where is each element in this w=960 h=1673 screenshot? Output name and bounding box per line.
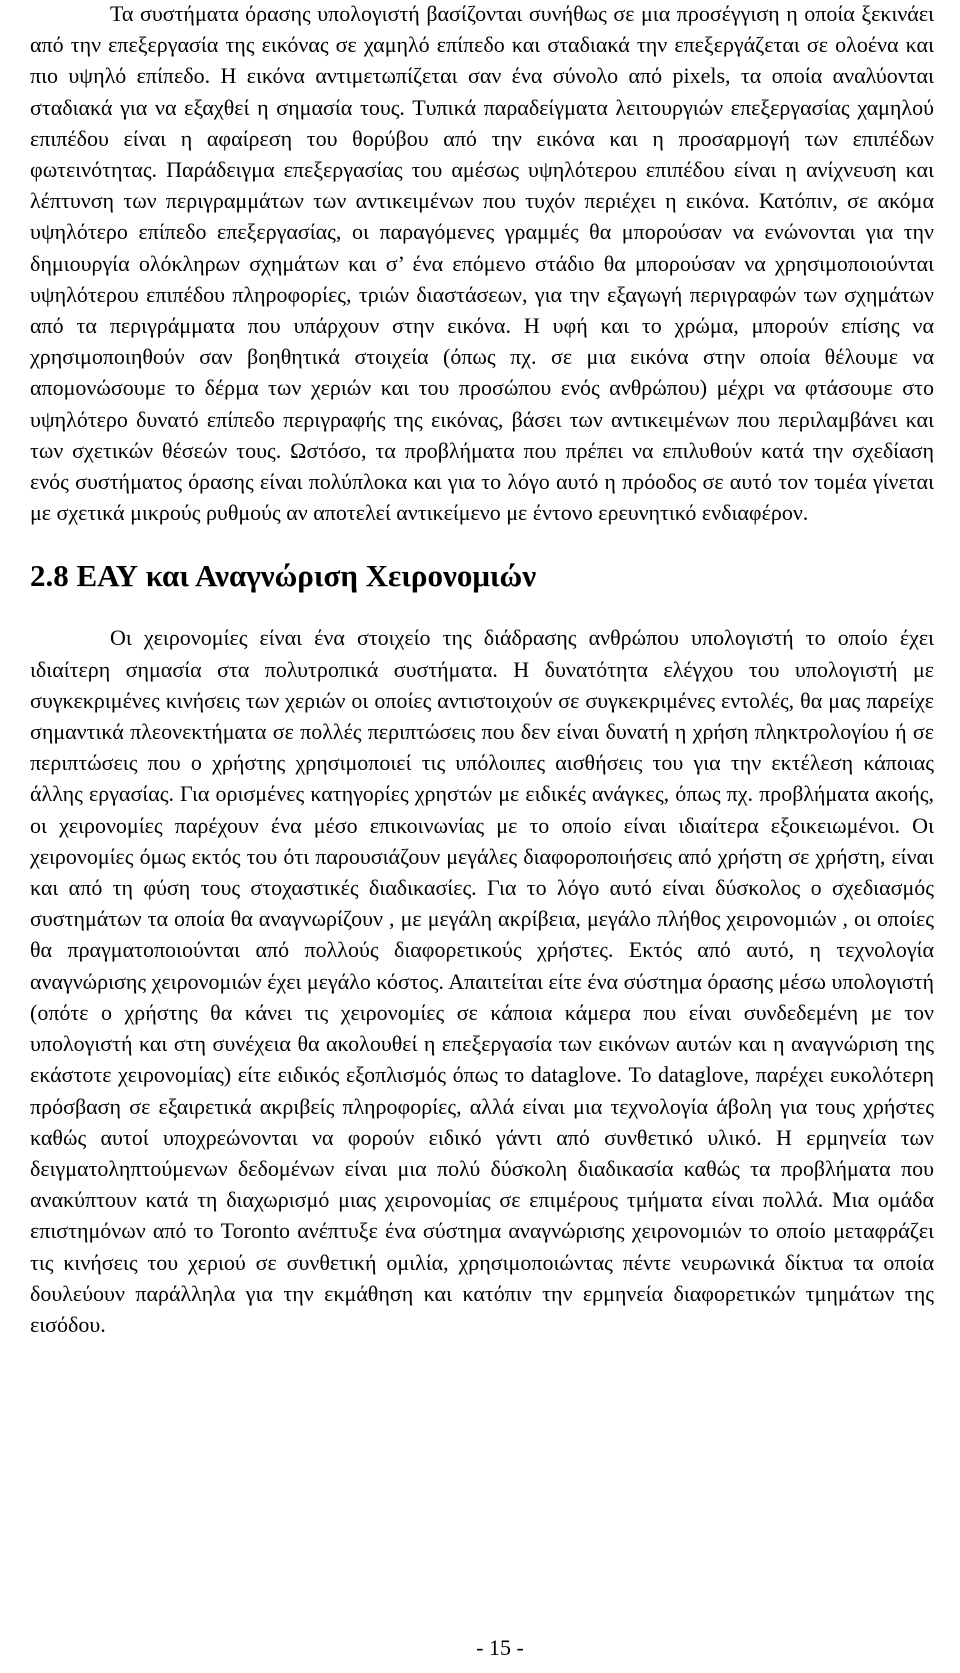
section-heading: 2.8 ΕΑΥ και Αναγνώριση Χειρονομιών [30,558,537,594]
page-number: - 15 - [476,1635,524,1660]
body-paragraph-vision-systems: Τα συστήματα όρασης υπολογιστή βασίζονται συνήθως σε μια προσέγγιση η οποία ξεκινάει από την επεξεργασία της εικόνας σε χαμηλό επίπεδο και σταδιακά την επεξεργάζεται σε ολοένα και πιο υψηλό επίπεδο. Η εικόνα αντιμετωπίζεται σαν ένα σύνολο από pixels, τα οποία αναλύονται σταδιακά για να εξαχθεί η σημασία τους. Τυπικά παραδείγματα λειτουργιών επεξεργασίας χαμηλού επιπέδου είναι η αφαίρεση του θορύβου από την εικόνα και η προσαρμογή των επιπέδων φωτεινότητας. Παράδειγμα επεξεργασίας του αμέσως υψηλότερου επιπέδου είναι η ανίχνευση και λέπτυνση των περιγραμμάτων των αντικειμένων που τυχόν περιέχει η εικόνα. Κατόπιν, σε ακόμα υψηλότερο επίπεδο επεξεργασίας, οι παραγόμενες γραμμές θα μπορούσαν να ενώνονται για την δημιουργία ολόκληρων σχημάτων και σ’ ένα επόμενο στάδιο θα μπορούσαν να χρησιμοποιούνται υψηλότερου επιπέδου πληροφορίες, τριών διαστάσεων, για την εξαγωγή περιγραφών των σχημάτων από τα περιγράμματα που υπάρχουν στην εικόνα. Η υφή και το χρώμα, μπορούν επίσης να χρησιμοποιηθούν σαν βοηθητικά στοιχεία (όπως πχ. σε μια εικόνα στην οποία θέλουμε να απομονώσουμε το δέρμα των χεριών και του προσώπου ενός ανθρώπου) μέχρι να φτάσουμε στο υψηλότερο δυνατό επίπεδο περιγραφής της εικόνας, βάσει των αντικειμένων που περιλαμβάνει και των σχετικών θέσεών τους. Ωστόσο, τα προβλήματα που πρέπει να επιλυθούν κατά την σχεδίαση ενός συστήματος όρασης είναι πολύπλοκα και για το λόγο αυτό η πρόοδος σε αυτό τον τομέα γίνεται με σχετικά μικρούς ρυθμούς αν αποτελεί αντικείμενο με έντονο ερευνητικό ενδιαφέρον. [30,1,934,526]
body-paragraph-gestures: Οι χειρονομίες είναι ένα στοιχείο της διάδρασης ανθρώπου υπολογιστή το οποίο έχει ιδιαίτερη σημασία στα πολυτροπικά συστήματα. Η δυνατότητα ελέγχου του υπολογιστή με συγκεκριμένες κινήσεις των χεριών οι οποίες αντιστοιχούν σε συγκεκριμένες εντολές, θα μας παρείχε σημαντικά πλεονεκτήματα σε πολλές περιπτώσεις που δεν είναι δυνατή η χρήση πληκτρολογίου ή σε περιπτώσεις που ο χρήστης χρησιμοποιεί τις υπόλοιπες αισθήσεις του για την εκτέλεση κάποιας άλλης εργασίας. Για ορισμένες κατηγορίες χρηστών με ειδικές ανάγκες, όπως πχ. προβλήματα ακοής, οι χειρονομίες παρέχουν ένα μέσο επικοινωνίας με το οποίο είναι ιδιαίτερα εξοικειωμένοι. Οι χειρονομίες όμως εκτός του ότι παρουσιάζουν μεγάλες διαφοροποιήσεις από χρήστη σε χρήστη, είναι και από τη φύση τους στοχαστικές διαδικασίες. Για το λόγο αυτό είναι δύσκολος ο σχεδιασμός συστημάτων τα οποία θα αναγνωρίζουν , με μεγάλη ακρίβεια, μεγάλο πλήθος χειρονομιών , οι οποίες θα πραγματοποιούνται από πολλούς διαφορετικούς χρήστες. Εκτός από αυτό, η τεχνολογία αναγνώρισης χειρονομιών έχει μεγάλο κόστος. Απαιτείται είτε ένα σύστημα όρασης μέσω υπολογιστή (οπότε ο χρήστης θα κάνει τις χειρονομίες σε κάποια κάμερα που είναι συνδεδεμένη με τον υπολογιστή και στη συνέχεια θα ακολουθεί η επεξεργασία των εικόνων αυτών και η αναγνώριση της εκάστοτε χειρονομίας) είτε ειδικός εξοπλισμός όπως το dataglove. Το dataglove, παρέχει ευκολότερη πρόσβαση σε εξαιρετικά ακριβείς πληροφορίες, αλλά είναι μια τεχνολογία άβολη για τους χρήστες καθώς αυτοί υποχρεώνονται να φορούν ειδικό γάντι από συνθετικό υλικό. Η ερμηνεία των δειγματοληπτούμενων δεδομένων είναι μια πολύ δύσκολη διαδικασία καθώς τα προβλήματα που ανακύπτουν κατά τη διαχωρισμό μιας χειρονομίας σε επιμέρους τμήματα είναι πολλά. Μια ομάδα επιστημόνων από το Toronto ανέπτυξε ένα σύστημα αναγνώρισης χειρονομιών το οποίο μεταφράζει τις κινήσεις του χεριού σε συνθετική ομιλία, χρησιμοποιώντας πέντε νευρωνικά δίκτυα τα οποία δουλεύουν παράλληλα για την εκμάθηση και κατόπιν την ερμηνεία διαφορετικών τμημάτων της εισόδου. [30,625,934,1337]
